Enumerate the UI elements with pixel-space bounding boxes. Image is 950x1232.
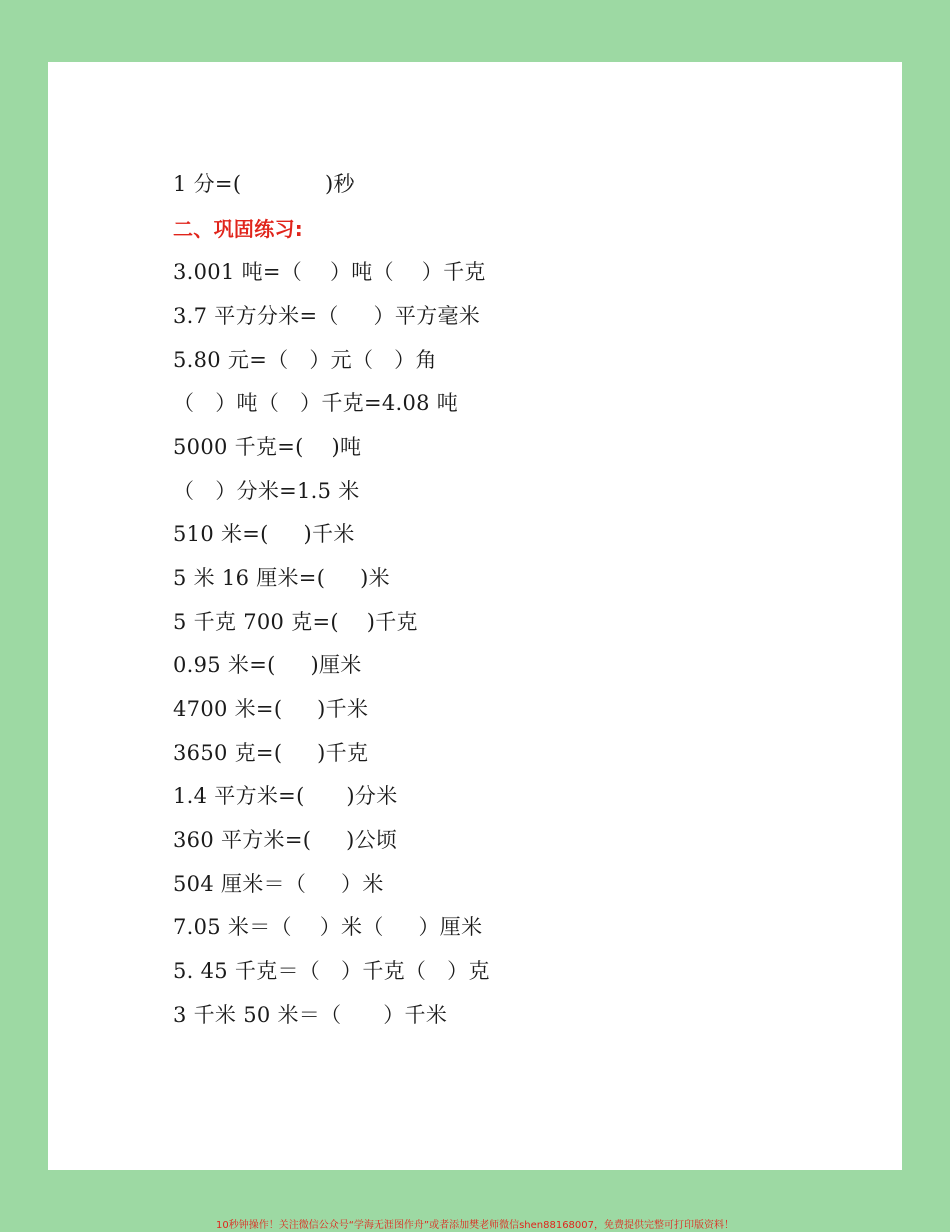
exercise-line: 4700 米=( )千米: [173, 697, 369, 721]
exercise-line: 3 千米 50 米＝（ ）千米: [173, 1003, 448, 1027]
exercise-line: 510 米=( )千米: [173, 522, 355, 546]
exercise-line: 1.4 平方米=( )分米: [173, 784, 398, 808]
exercise-line: 5. 45 千克＝（ ）千克（ ）克: [173, 959, 490, 983]
exercise-line: 3650 克=( )千克: [173, 741, 369, 765]
exercise-line: 7.05 米＝（ ）米（ ）厘米: [173, 915, 483, 939]
exercise-line: 5000 千克=( )吨: [173, 435, 362, 459]
exercise-line: 5.80 元=（ ）元（ ）角: [173, 348, 437, 372]
exercise-line: 504 厘米＝（ ）米: [173, 872, 384, 896]
exercise-line: 0.95 米=( )厘米: [173, 653, 362, 677]
exercise-line: 360 平方米=( )公顷: [173, 828, 398, 852]
exercise-line: 3.7 平方分米=（ ）平方毫米: [173, 304, 481, 328]
exercise-line: 3.001 吨=（ ）吨（ ）千克: [173, 260, 486, 284]
section-title: 二、巩固练习:: [173, 217, 304, 241]
exercise-line: （ ）分米=1.5 米: [173, 479, 360, 503]
exercise-line: 5 千克 700 克=( )千克: [173, 610, 418, 634]
footer-note: 10秒钟操作！关注微信公众号“学海无涯图作舟”或者添加樊老师微信shen88168007，免费提供完整可打印版资料！: [215, 1220, 735, 1231]
first-line: 1 分=( )秒: [173, 172, 355, 196]
exercise-line: （ ）吨（ ）千克=4.08 吨: [173, 391, 459, 415]
exercise-line: 5 米 16 厘米=( )米: [173, 566, 390, 590]
